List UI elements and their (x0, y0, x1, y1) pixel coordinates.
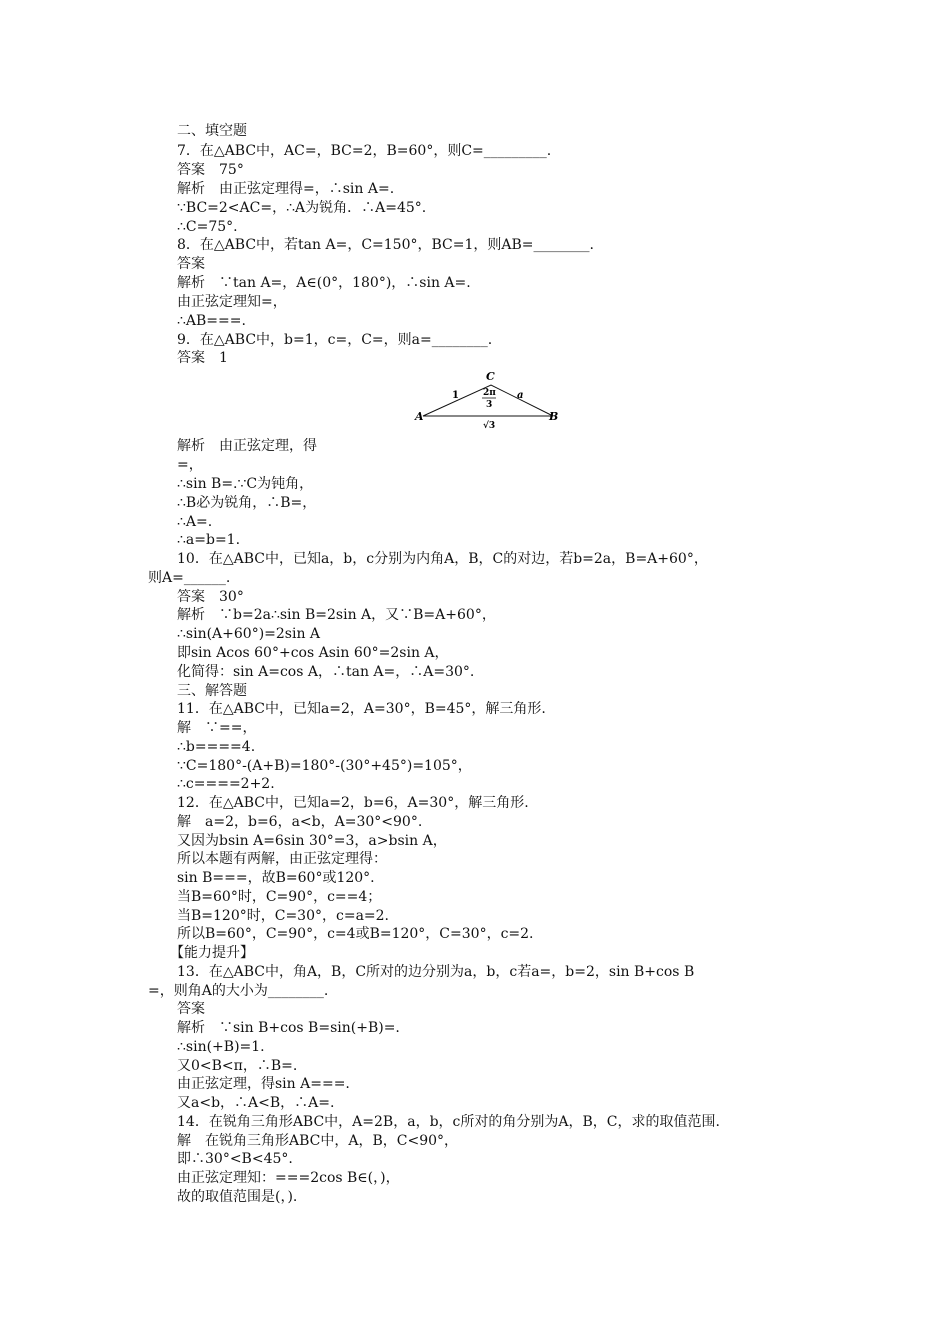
analysis-line: 由正弦定理，得sin A===. (177, 1076, 350, 1092)
analysis-line: 解析 由正弦定理，得 (177, 438, 317, 454)
question-8: 8．在△ABC中，若tan A=，C=150°，BC=1，则AB=________. (177, 237, 594, 253)
section-heading: 二、填空题 (177, 123, 247, 139)
vertex-a-label: A (415, 410, 424, 423)
analysis-line: ∴A=. (177, 514, 213, 530)
question-9: 9．在△ABC中，b=1，c=，C=，则a=________. (177, 332, 493, 348)
solution-line: ∴b====4. (177, 739, 256, 755)
answer-13: 答案 (177, 1001, 205, 1017)
analysis-line: 解析 由正弦定理得=，∴sin A=. (177, 181, 395, 197)
solution-line: 所以B=60°，C=90°，c=4或B=120°，C=30°，c=2. (177, 926, 534, 942)
answer-9: 答案 1 (177, 350, 228, 366)
question-13: 13．在△ABC中，角A，B，C所对的边分别为a，b，c若a=，b=2，sin B+cos B (177, 964, 695, 980)
question-12: 12．在△ABC中，已知a=2，b=6，A=30°，解三角形. (177, 795, 529, 811)
solution-line: ∵C=180°-(A+B)=180°-(30°+45°)=105°， (177, 758, 472, 774)
solution-line: 故的取值范围是(，). (177, 1189, 298, 1205)
section-heading: 【能力提升】 (170, 945, 254, 961)
angle-c-denominator: 3 (486, 400, 493, 410)
analysis-line: 化简得：sin A=cos A，∴tan A=，∴A=30°. (177, 664, 475, 680)
analysis-line: 解析 ∵sin B+cos B=sin(+B)=. (177, 1020, 400, 1036)
analysis-line: =， (177, 457, 203, 473)
solution-line: 当B=120°时，C=30°，c=a=2. (177, 908, 390, 924)
side-ab-label: √3 (483, 421, 496, 430)
solution-line: 又因为bsin A=6sin 30°=3，a>bsin A， (177, 833, 447, 849)
question-10-cont: 则A=______. (148, 570, 231, 586)
angle-c-numerator: 2π (483, 388, 496, 398)
answer-10: 答案 30° (177, 589, 244, 605)
triangle-figure (413, 368, 563, 430)
solution-line: 解 在锐角三角形ABC中，A，B，C<90°， (177, 1133, 459, 1149)
analysis-line: ∴sin(A+60°)=2sin A (177, 626, 321, 642)
solution-line: 解 ∵==， (177, 720, 257, 736)
solution-line: ∴c====2+2. (177, 776, 275, 792)
analysis-line: 由正弦定理知=， (177, 294, 287, 310)
solution-line: sin B===，故B=60°或120°. (177, 870, 375, 886)
analysis-line: ∴a=b=1. (177, 532, 241, 548)
analysis-line: ∵BC=2<AC=，∴A为锐角．∴A=45°. (177, 200, 427, 216)
solution-line: 当B=60°时，C=90°，c==4； (177, 889, 382, 905)
analysis-line: ∴sin(+B)=1. (177, 1039, 265, 1055)
question-7: 7．在△ABC中，AC=，BC=2，B=60°，则C=_________. (177, 143, 552, 159)
question-10: 10．在△ABC中，已知a，b，c分别为内角A，B，C的对边，若b=2a，B=A+60°， (177, 551, 708, 567)
analysis-line: ∴AB===. (177, 313, 246, 329)
analysis-line: ∴C=75°. (177, 219, 238, 235)
solution-line: 即∴30°<B<45°. (177, 1151, 293, 1167)
answer-7: 答案 75° (177, 162, 244, 178)
side-ac-label: 1 (452, 390, 459, 401)
section-heading: 三、解答题 (177, 683, 247, 699)
answer-8: 答案 (177, 256, 205, 272)
vertex-b-label: B (549, 410, 559, 423)
solution-line: 解 a=2，b=6，a<b，A=30°<90°. (177, 814, 423, 830)
solution-line: 由正弦定理知：===2cos B∈(，)， (177, 1170, 400, 1186)
vertex-c-label: C (486, 370, 495, 383)
analysis-line: 解析 ∵tan A=，A∈(0°，180°)，∴sin A=. (177, 275, 471, 291)
question-13-cont: =，则角A的大小为________. (148, 983, 329, 999)
question-14: 14．在锐角三角形ABC中，A=2B，a，b，c所对的角分别为A，B，C，求的取值范围. (177, 1114, 720, 1130)
analysis-line: 又a<b，∴A<B，∴A=. (177, 1095, 335, 1111)
analysis-line: 又0<B<π，∴B=. (177, 1058, 298, 1074)
solution-line: 所以本题有两解，由正弦定理得： (177, 851, 387, 867)
question-11: 11．在△ABC中，已知a=2，A=30°，B=45°，解三角形. (177, 701, 546, 717)
analysis-line: ∴sin B=.∵C为钝角， (177, 476, 314, 492)
analysis-line: 即sin Acos 60°+cos Asin 60°=2sin A， (177, 645, 449, 661)
analysis-line: ∴B必为锐角，∴B=， (177, 495, 317, 511)
analysis-line: 解析 ∵b=2a∴sin B=2sin A，又∵B=A+60°， (177, 607, 496, 623)
side-bc-label: a (517, 390, 524, 401)
